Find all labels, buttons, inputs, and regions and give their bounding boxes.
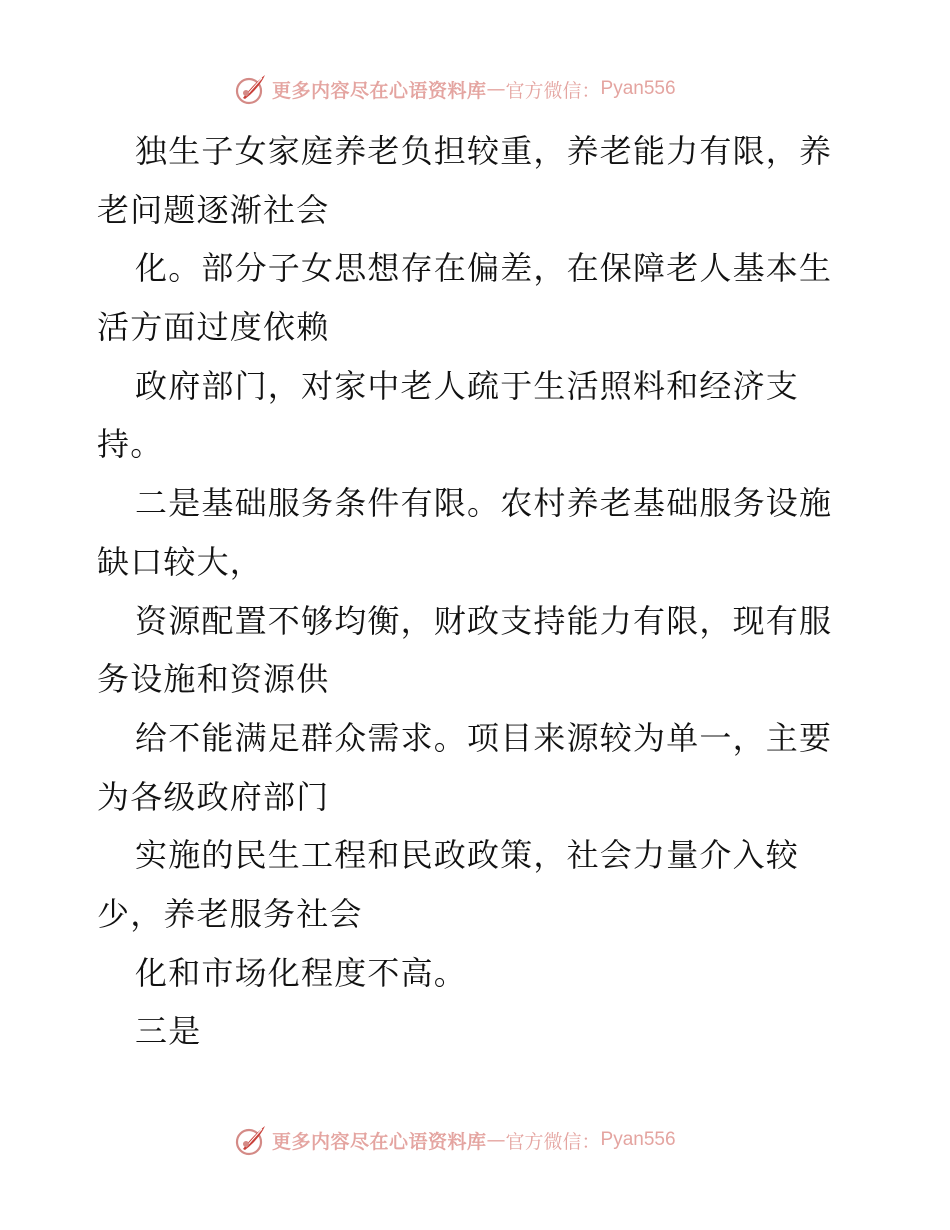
text-line: 独生子女家庭养老负担较重，养老能力有限，养 bbox=[135, 132, 833, 170]
feather-pen-logo-icon bbox=[234, 1123, 268, 1157]
banner-wechat-id: Pyan556 bbox=[600, 1129, 676, 1150]
banner-dash: — bbox=[486, 1129, 506, 1151]
feather-pen-logo-icon bbox=[234, 72, 268, 106]
text-line: 少，养老服务社会 bbox=[97, 894, 363, 933]
text-line: 缺口较大， bbox=[97, 542, 264, 581]
banner-site-name: 更多内容尽在心语资料库 bbox=[272, 79, 487, 102]
text-line: 化和市场化程度不高。 bbox=[135, 953, 468, 992]
text-line: 资源配置不够均衡，财政支持能力有限，现有服 bbox=[135, 601, 833, 640]
footer-watermark bbox=[0, 1121, 950, 1161]
text-line: 实施的民生工程和民政政策，社会力量介入较 bbox=[135, 836, 800, 875]
text-line: 为各级政府部门 bbox=[97, 777, 330, 816]
text-line: 持。 bbox=[97, 425, 164, 464]
document-body bbox=[97, 122, 857, 1061]
text-line: 给不能满足群众需求。项目来源较为单一，主要 bbox=[135, 718, 833, 757]
text-line: 二是基础服务条件有限。农村养老基础服务设施 bbox=[135, 484, 833, 523]
text-line: 三是 bbox=[135, 1012, 202, 1051]
text-line: 老问题逐渐社会 bbox=[97, 190, 330, 229]
banner-wechat-label: 官方微信： bbox=[505, 79, 601, 102]
banner-wechat-id: Pyan556 bbox=[600, 78, 676, 99]
text-line: 活方面过度依赖 bbox=[97, 308, 330, 347]
banner-wechat-label: 官方微信： bbox=[505, 1130, 601, 1153]
text-line: 化。部分子女思想存在偏差，在保障老人基本生 bbox=[135, 249, 833, 288]
banner-dash: — bbox=[486, 78, 506, 100]
banner-site-name: 更多内容尽在心语资料库 bbox=[272, 1130, 487, 1153]
text-line: 政府部门，对家中老人疏于生活照料和经济支 bbox=[135, 366, 800, 405]
text-line: 务设施和资源供 bbox=[97, 660, 330, 699]
header-watermark bbox=[0, 70, 950, 110]
